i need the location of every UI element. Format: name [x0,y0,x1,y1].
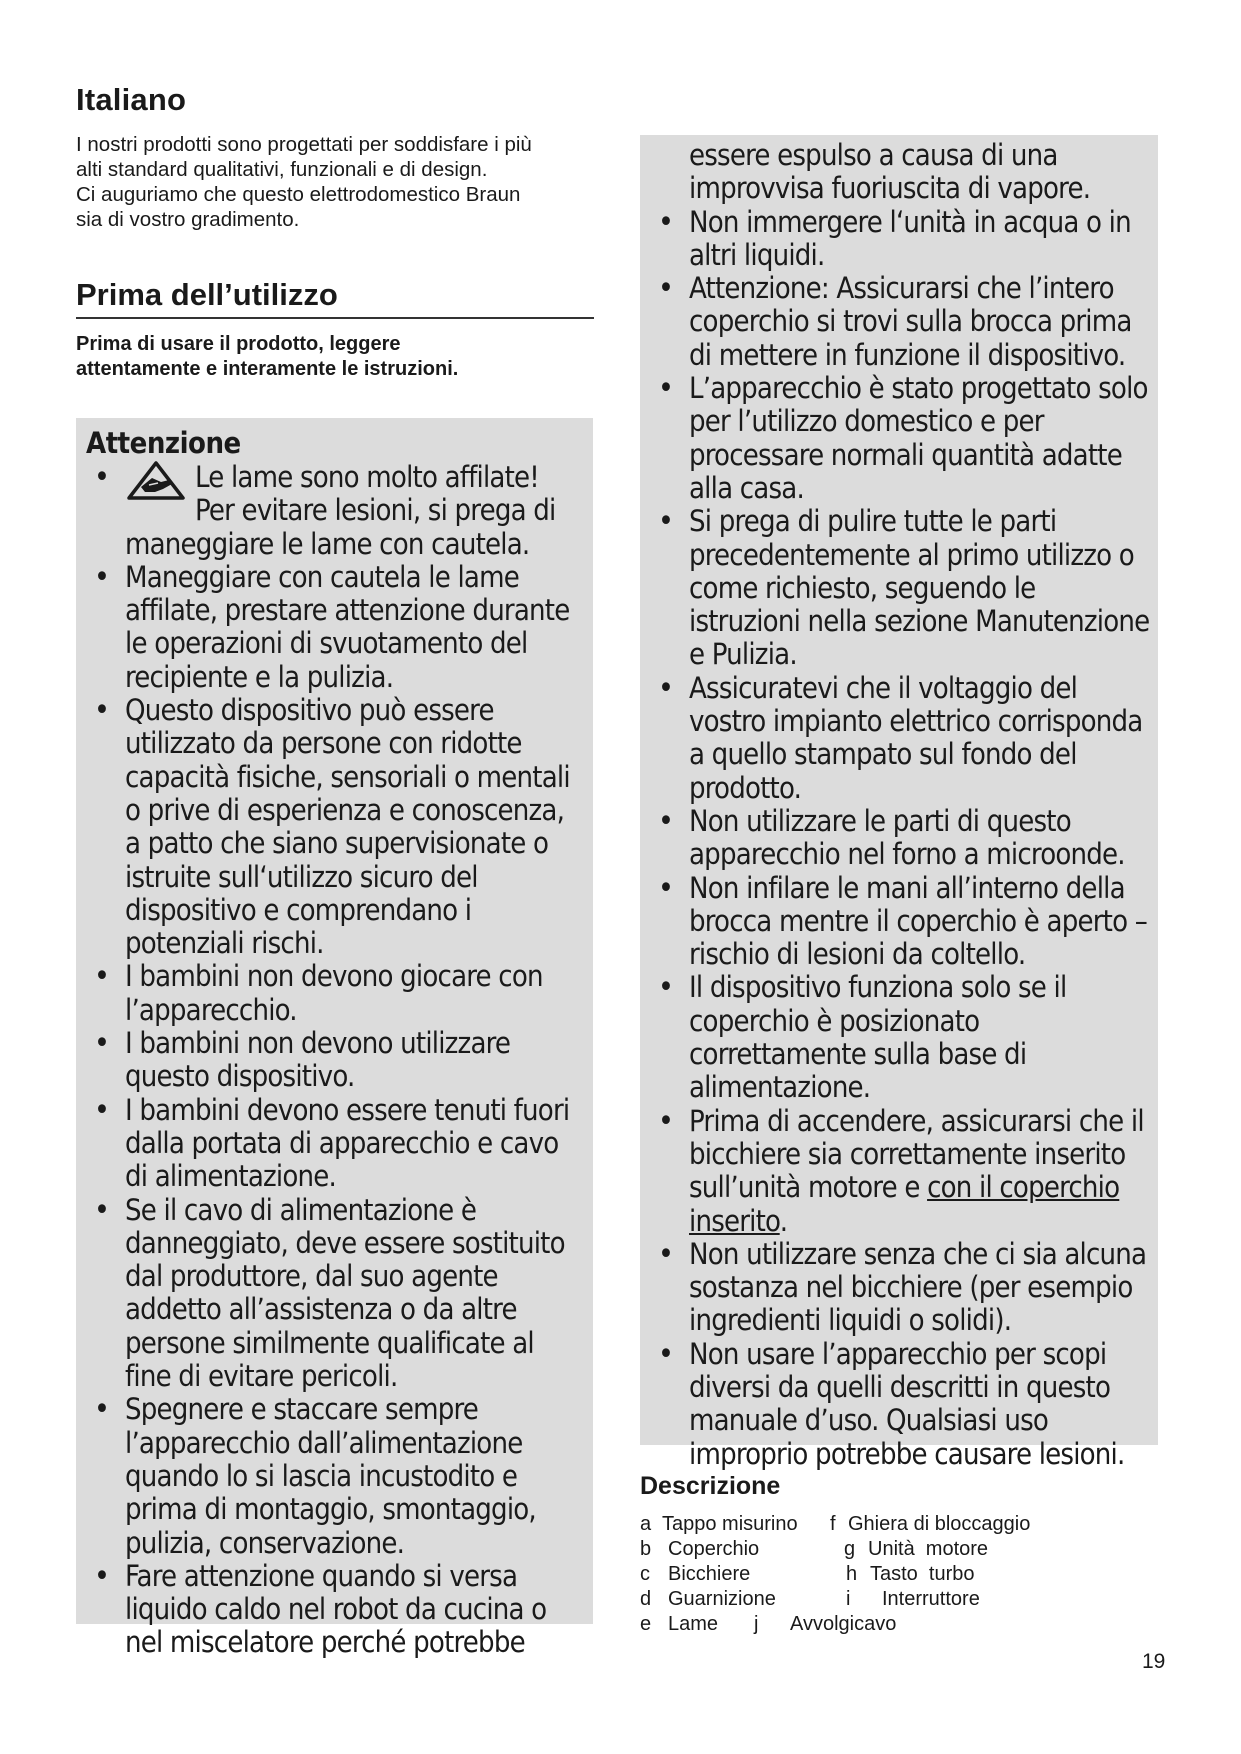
warning-item: • I bambini non devono giocare con l’apparecchio. [86,960,584,1027]
warning-item: • Assicuratevi che il voltaggio del vostro impianto elettrico corrisponda a quello stampato sul fondo del prodotto. [650,672,1150,805]
legend-row [640,1512,1160,1537]
warning-line: maneggiare le lame con cautela. [125,526,530,561]
legend-key: e [640,1613,652,1635]
legend-label: Unità motore [868,1538,989,1560]
before-use-line: attentamente e interamente le istruzioni. [76,358,459,380]
legend-key: c [640,1563,650,1585]
warning-line: Per evitare lesioni, si prega di [195,493,556,528]
intro-line: I nostri prodotti sono progettati per soddisfare i più [76,133,532,156]
warning-item: • Non immergere l‘unità in acqua o in altri liquidi. [650,206,1150,273]
legend-label: Bicchiere [668,1563,751,1585]
parts-legend [640,1512,1160,1637]
legend-row [640,1537,1160,1562]
legend-key: d [640,1588,652,1610]
warning-text: Prima di accendere, assicurarsi che il bicchiere sia correttamente inserito sull’unità motore e [689,1103,1144,1205]
legend-label: Lame [668,1613,719,1635]
intro-line: Ci auguriamo che questo elettrodomestico Braun [76,183,521,206]
legend-row [640,1562,1160,1587]
warning-item [650,1105,1150,1238]
warning-box-right [640,135,1158,1471]
before-use-note [76,332,596,382]
blade-hazard-icon [125,461,187,501]
legend-key: f [830,1513,836,1535]
page-number: 19 [1142,1650,1166,1673]
intro-line: sia di vostro gradimento. [76,208,300,231]
warning-text: . [779,1203,788,1238]
legend-key: g [844,1538,856,1560]
intro-text [76,132,596,232]
warning-item: • Non utilizzare le parti di questo apparecchio nel forno a microonde. [650,805,1150,872]
legend-row [640,1612,1160,1637]
warning-item: • Maneggiare con cautela le lame affilate, prestare attenzione durante le operazioni di svuotamento del recipiente e la pulizia. [86,561,584,694]
warning-item: • Non usare l’apparecchio per scopi diversi da quelli descritti in questo manuale d’uso. Qualsiasi uso improprio potrebbe causare lesioni. [650,1338,1150,1471]
warning-item: • Se il cavo di alimentazione è danneggiato, deve essere sostituito dal produttore, dal suo agente addetto all’assistenza o da altre persone similmente qualificate al fine di evitare pericoli. [86,1194,584,1394]
underlined-text: con il coperchio inserito [689,1170,1120,1238]
warning-title: Attenzione [86,426,241,460]
before-use-title: Prima dell’utilizzo [76,277,338,312]
warning-item: • L’apparecchio è stato progettato solo per l’utilizzo domestico e per processare normali quantità adatte alla casa. [650,372,1150,505]
before-use-line: Prima di usare il prodotto, leggere [76,333,401,355]
legend-label: Ghiera di bloccaggio [848,1513,1031,1535]
legend-label: Interruttore [882,1588,980,1610]
warning-item: • Spegnere e staccare sempre l’apparecchio dall’alimentazione quando lo si lascia incustodito e prima di montaggio, smontaggio, pulizia, conservazione. [86,1393,584,1559]
warning-item: • I bambini non devono utilizzare questo dispositivo. [86,1027,584,1094]
warning-item: • Il dispositivo funziona solo se il coperchio è posizionato correttamente sulla base di alimentazione. [650,971,1150,1104]
description-title: Descrizione [640,1472,781,1500]
legend-key: i [846,1588,851,1610]
section-title: Italiano [76,82,187,117]
legend-key: b [640,1538,652,1560]
warning-list-left [86,461,584,1660]
legend-label: Tappo misurino [662,1513,798,1535]
warning-box-left [76,418,593,1660]
legend-key: a [640,1513,652,1535]
warning-item: • Non utilizzare senza che ci sia alcuna sostanza nel bicchiere (per esempio ingredienti liquidi o solidi). [650,1238,1150,1338]
warning-item [86,461,584,561]
legend-key: j [754,1613,759,1635]
warning-item: • Si prega di pulire tutte le parti precedentemente al primo utilizzo o come richiesto, seguendo le istruzioni nella sezione Manutenzione e Pulizia. [650,505,1150,671]
legend-label: Tasto turbo [870,1563,975,1585]
legend-row [640,1587,1160,1612]
title-divider [76,317,594,319]
warning-item: • Non infilare le mani all’interno della brocca mentre il coperchio è aperto – rischio di lesioni da coltello. [650,872,1150,972]
warning-continuation: essere espulso a causa di una improvvisa fuoriuscita di vapore. [689,138,1091,206]
legend-label: Coperchio [668,1538,760,1560]
legend-label: Avvolgicavo [790,1613,897,1635]
warning-item: • I bambini devono essere tenuti fuori dalla portata di apparecchio e cavo di alimentazione. [86,1094,584,1194]
intro-line: alti standard qualitativi, funzionali e di design. [76,158,488,181]
legend-label: Guarnizione [668,1588,776,1610]
legend-key: h [846,1563,858,1585]
warning-item: • Attenzione: Assicurarsi che l’intero coperchio si trovi sulla brocca prima di mettere in funzione il dispositivo. [650,272,1150,372]
warning-line: • Le lame sono molto affilate! [195,460,539,494]
warning-item: • Fare attenzione quando si versa liquido caldo nel robot da cucina o nel miscelatore perché potrebbe [86,1560,584,1660]
warning-list-right [650,206,1150,1471]
warning-item: • Questo dispositivo può essere utilizzato da persone con ridotte capacità fisiche, sensoriali o mentali o prive di esperienza e conoscenza, a patto che siano supervisionate o istruite sull‘utilizzo sicuro del dispositivo e comprendano i potenziali rischi. [86,694,584,960]
